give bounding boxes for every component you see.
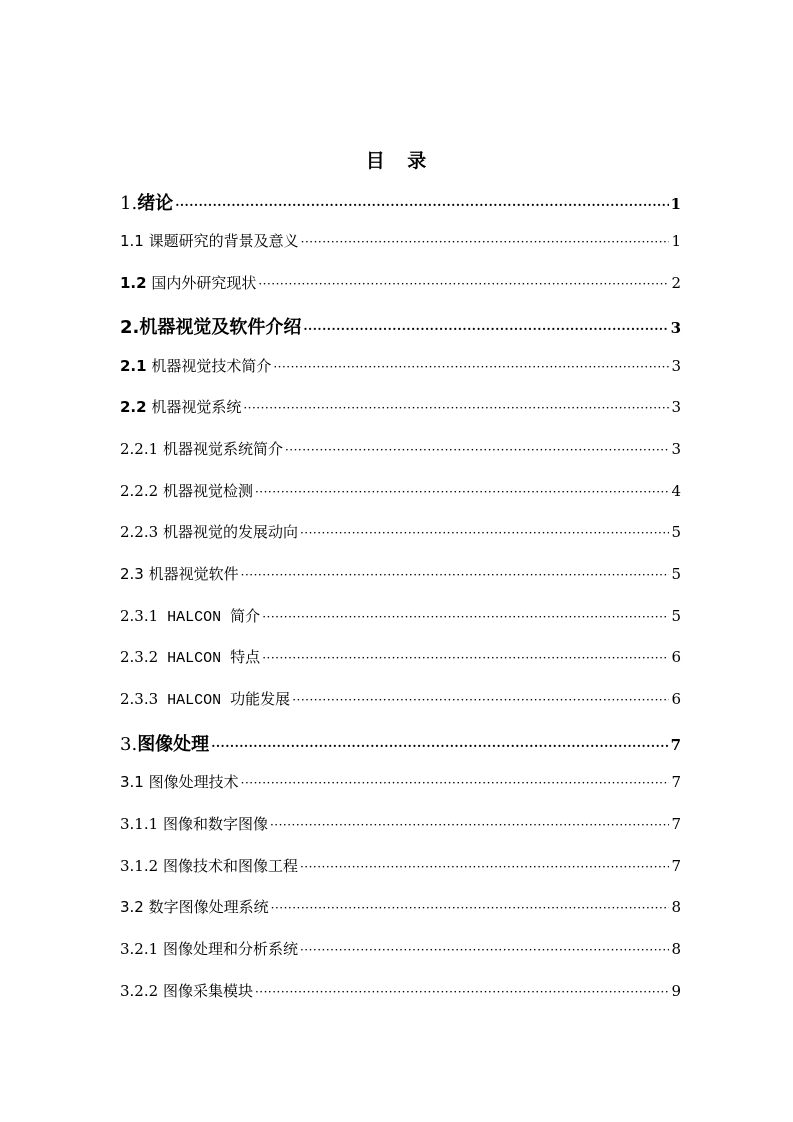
toc-entry-text: 图像处理: [137, 734, 210, 755]
toc-entry-text: HALCON 简介: [158, 609, 261, 626]
toc-entry-number: 2.2: [120, 398, 147, 416]
dot-leader: [255, 485, 670, 499]
toc-entry-number: 3.2.1: [120, 940, 159, 958]
toc-entry-page: 1: [670, 195, 681, 213]
toc-entry[interactable]: [120, 480, 681, 504]
toc-entry-page: 3: [670, 319, 681, 337]
toc-entry-page: 7: [671, 857, 681, 875]
toc-entry-text: 机器视觉及软件介绍: [139, 317, 302, 338]
dot-leader: [262, 610, 669, 624]
toc-entry-number: 1.1: [120, 232, 144, 250]
toc-entry[interactable]: [120, 230, 681, 254]
toc-entry-number: 2.3.2: [120, 648, 159, 666]
toc-entry[interactable]: [120, 438, 681, 462]
toc-entry[interactable]: [120, 646, 681, 670]
toc-entry-text: 机器视觉的发展动向: [158, 523, 298, 541]
toc-entry-page: 5: [671, 523, 681, 541]
dot-leader: [241, 568, 670, 582]
toc-entry-number: 2.3: [120, 565, 144, 583]
toc-entry-number: 1.2: [120, 274, 147, 292]
toc-entry-number: 2.: [120, 317, 140, 338]
toc-entry-text: HALCON 特点: [158, 650, 261, 667]
toc-entry[interactable]: [120, 605, 681, 629]
dot-leader: [303, 322, 668, 336]
dot-leader: [241, 776, 670, 790]
toc-entry-text: 图像采集模块: [158, 982, 253, 1000]
toc-entry-text: 机器视觉技术简介: [146, 357, 272, 375]
toc-entry[interactable]: [120, 521, 681, 545]
toc-entry[interactable]: [120, 813, 681, 837]
toc-entry-text: 机器视觉系统: [146, 398, 242, 416]
toc-entry[interactable]: [120, 396, 681, 420]
toc-entry-number: 3.1.2: [120, 857, 159, 875]
toc-title: 目 录: [365, 150, 428, 172]
dot-leader: [292, 693, 669, 707]
toc-entry-number: 2.3.3: [120, 690, 159, 708]
toc-entry-page: 4: [671, 482, 681, 500]
dot-leader: [285, 443, 670, 457]
toc-entry-page: 6: [671, 690, 681, 708]
toc-entry[interactable]: [120, 730, 681, 754]
toc-entry-text: 机器视觉软件: [143, 565, 239, 583]
toc-entry-number: 2.2.2: [120, 482, 159, 500]
toc-entry-number: 3.: [120, 734, 138, 755]
toc-entry[interactable]: [120, 189, 681, 213]
toc-entry-text: 机器视觉系统简介: [158, 440, 283, 458]
toc-entry-page: 8: [671, 898, 681, 916]
toc-entry-page: 9: [671, 982, 681, 1000]
toc-entry-page: 5: [671, 607, 681, 625]
toc-entry[interactable]: [120, 938, 681, 962]
toc-entry-text: 图像技术和图像工程: [158, 857, 298, 875]
toc-entry[interactable]: [120, 563, 681, 587]
dot-leader: [211, 739, 668, 753]
toc-entry-page: 8: [671, 940, 681, 958]
dot-leader: [270, 818, 670, 832]
toc-entry-page: 6: [671, 648, 681, 666]
toc-entry-page: 7: [671, 815, 681, 833]
toc-entry-text: 机器视觉检测: [158, 482, 253, 500]
toc-entry-page: 7: [671, 773, 681, 791]
toc-entry[interactable]: [120, 980, 681, 1004]
dot-leader: [300, 943, 670, 957]
toc-entry-number: 2.2.1: [120, 440, 159, 458]
toc-entry-text: 国内外研究现状: [146, 274, 257, 292]
dot-leader: [300, 526, 670, 540]
toc-entry-text: 图像处理技术: [143, 773, 239, 791]
toc-entry-number: 3.2: [120, 898, 144, 916]
toc-entry-number: 2.1: [120, 357, 147, 375]
toc-entry-number: 2.2.3: [120, 523, 159, 541]
toc-entry[interactable]: [120, 355, 681, 379]
toc-entry-page: 1: [671, 232, 681, 250]
toc-entry[interactable]: [120, 896, 681, 920]
toc-entry[interactable]: [120, 688, 681, 712]
toc-entry-page: 3: [671, 440, 681, 458]
dot-leader: [271, 901, 670, 915]
dot-leader: [258, 277, 669, 291]
dot-leader: [273, 360, 669, 374]
toc-entry[interactable]: [120, 313, 681, 337]
toc-entry-text: 绪论: [137, 193, 174, 214]
toc-entry-page: 2: [671, 274, 681, 292]
toc-entry-number: 2.3.1: [120, 607, 159, 625]
toc-entry-number: 1.: [120, 193, 138, 214]
toc-entry-text: 数字图像处理系统: [143, 898, 269, 916]
toc-entry-page: 3: [671, 398, 681, 416]
toc-entry[interactable]: [120, 272, 681, 296]
toc-entry-text: HALCON 功能发展: [158, 692, 291, 709]
toc-entry-text: 课题研究的背景及意义: [143, 232, 299, 250]
toc-entry-page: 7: [670, 736, 681, 754]
dot-leader: [301, 235, 670, 249]
dot-leader: [300, 860, 670, 874]
dot-leader: [255, 985, 670, 999]
toc-entry-number: 3.1.1: [120, 815, 159, 833]
dot-leader: [175, 198, 668, 212]
toc-entry-number: 3.1: [120, 773, 144, 791]
toc-entry-text: 图像和数字图像: [158, 815, 268, 833]
dot-leader: [243, 401, 669, 415]
toc-entry-page: 5: [671, 565, 681, 583]
toc-entry-number: 3.2.2: [120, 982, 159, 1000]
toc-entry-page: 3: [671, 357, 681, 375]
toc-entry-text: 图像处理和分析系统: [158, 940, 298, 958]
toc-entry[interactable]: [120, 771, 681, 795]
dot-leader: [262, 651, 669, 665]
toc-entry[interactable]: [120, 855, 681, 879]
